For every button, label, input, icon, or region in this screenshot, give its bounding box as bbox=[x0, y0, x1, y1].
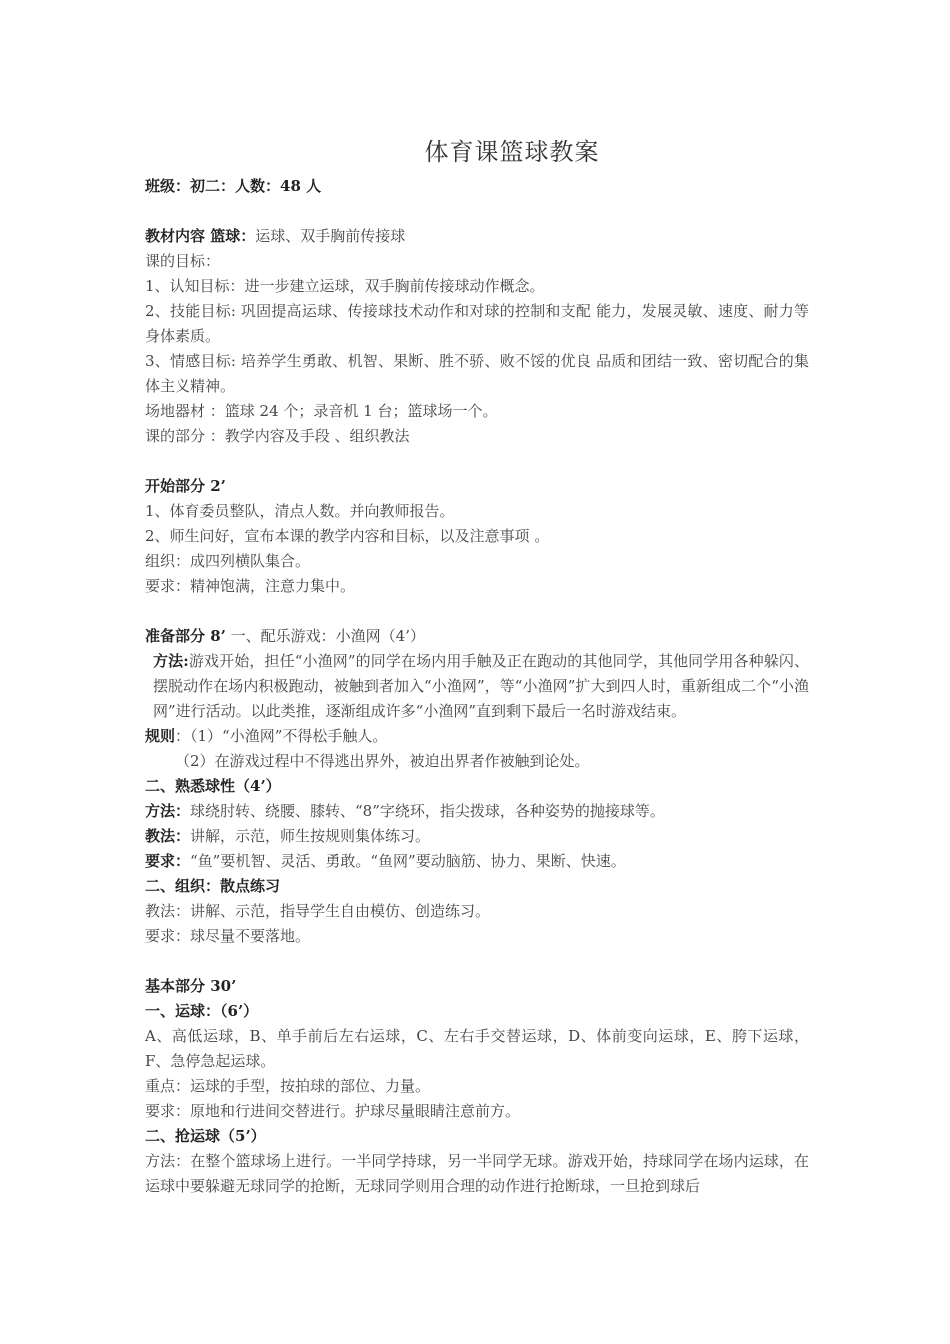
start-line-1: 1、体育委员整队，清点人数。并向教师报告。 bbox=[145, 502, 455, 520]
start-heading: 开始部分 2’ bbox=[145, 477, 226, 495]
prep-heading-rest: 一、配乐游戏：小渔网（4’） bbox=[225, 627, 425, 645]
material-line bbox=[145, 224, 809, 249]
material-text: 运球、双手胸前传接球 bbox=[255, 227, 406, 245]
basic-s2-text: 方法：在整个篮球场上进行。一半同学持球，另一半同学无球。游戏开始，持球同学在场内运球，在运球中要躲避无球同学的抢断，无球同学则用合理的动作进行抢断球，一旦抢到球后 bbox=[145, 1152, 809, 1195]
prep-method-label: 方法: bbox=[153, 652, 189, 670]
prep-s3-teach: 教法：讲解、示范，指导学生自由模仿、创造练习。 bbox=[145, 902, 491, 920]
prep-s2-teach-text: 讲解，示范，师生按规则集体练习。 bbox=[190, 827, 431, 845]
prep-method-text: 游戏开始，担任“小渔网”的同学在场内用手触及正在跑动的其他同学，其他同学用各种躲闪、摆脱动作在场内积极跑动，被触到者加入“小渔网”，等“小渔网”扩大到四人时，重新组成二个“小渔网”进行活动。以此类推，逐渐组成许多“小渔网”直到剩下最后一名时游戏结束。 bbox=[153, 652, 809, 720]
basic-s1-heading: 一、运球：（6’） bbox=[145, 1002, 259, 1020]
start-line-3: 组织：成四列横队集合。 bbox=[145, 552, 311, 570]
basic-s2-heading: 二、抢运球（5’） bbox=[145, 1127, 266, 1145]
goal-2: 2、技能目标: 巩固提高运球、传接球技术动作和对球的控制和支配 能力，发展灵敏、速度、耐力等身体素质。 bbox=[145, 302, 809, 345]
class-info: 班级：初二：人数：48 人 bbox=[145, 177, 322, 195]
goal-1: 1、认知目标：进一步建立运球，双手胸前传接球动作概念。 bbox=[145, 277, 545, 295]
prep-s2-teach bbox=[145, 824, 809, 849]
prep-s3-req: 要求：球尽量不要落地。 bbox=[145, 927, 311, 945]
prep-s2-req-label: 要求： bbox=[145, 852, 191, 870]
prep-rules-2: （2）在游戏过程中不得逃出界外，被迫出界者作被触到论处。 bbox=[175, 752, 590, 770]
goal-3: 3、情感目标: 培养学生勇敢、机智、果断、胜不骄、败不馁的优良 品质和团结一致、密切配合的集体主义精神。 bbox=[145, 352, 809, 395]
prep-heading: 准备部分 8’ bbox=[145, 627, 226, 645]
prep-rules-1-text: ：（1）“小渔网”不得松手触人。 bbox=[175, 727, 388, 745]
prep-s2-heading: 二、熟悉球性（4’） bbox=[145, 777, 281, 795]
basic-heading: 基本部分 30’ bbox=[145, 977, 237, 995]
prep-s2-req-text: “鱼”要机智、灵活、勇敢。“鱼网”要动脑筋、协力、果断、快速。 bbox=[190, 852, 626, 870]
document-body bbox=[145, 174, 809, 1199]
goals-title: 课的目标： bbox=[145, 252, 221, 270]
start-line-2: 2、师生问好，宣布本课的教学内容和目标，以及注意事项 。 bbox=[145, 527, 550, 545]
prep-s2-method-label: 方法： bbox=[145, 802, 191, 820]
prep-s3-heading: 二、组织：散点练习 bbox=[145, 877, 281, 895]
prep-s2-teach-label: 教法： bbox=[145, 827, 191, 845]
prep-method bbox=[145, 649, 809, 724]
basic-s1-key: 重点：运球的手型，按拍球的部位、力量。 bbox=[145, 1077, 431, 1095]
prep-rules-1 bbox=[145, 724, 809, 749]
lesson-parts: 课的部分 ：教学内容及手段 、组织教法 bbox=[145, 427, 410, 445]
prep-rules-label: 规则 bbox=[145, 727, 176, 745]
prep-s2-req bbox=[145, 849, 809, 874]
basic-s1-req: 要求：原地和行进间交替进行。护球尽量眼睛注意前方。 bbox=[145, 1102, 521, 1120]
material-label: 教材内容 篮球： bbox=[145, 227, 256, 245]
prep-heading-line bbox=[145, 624, 809, 649]
equipment: 场地器材 ：篮球 24 个；录音机 1 台；篮球场一个。 bbox=[145, 402, 498, 420]
basic-s1-text: A、高低运球，B、单手前后左右运球，C、左右手交替运球，D、体前变向运球，E、胯下运球，F、急停急起运球。 bbox=[145, 1027, 809, 1070]
start-line-4: 要求：精神饱满，注意力集中。 bbox=[145, 577, 356, 595]
page-title: 体育课篮球教案 bbox=[424, 138, 600, 166]
prep-s2-method-text: 球绕肘转、绕腰、膝转、“8”字绕环，指尖拨球，各种姿势的抛接球等。 bbox=[190, 802, 665, 820]
prep-s2-method bbox=[145, 799, 809, 824]
